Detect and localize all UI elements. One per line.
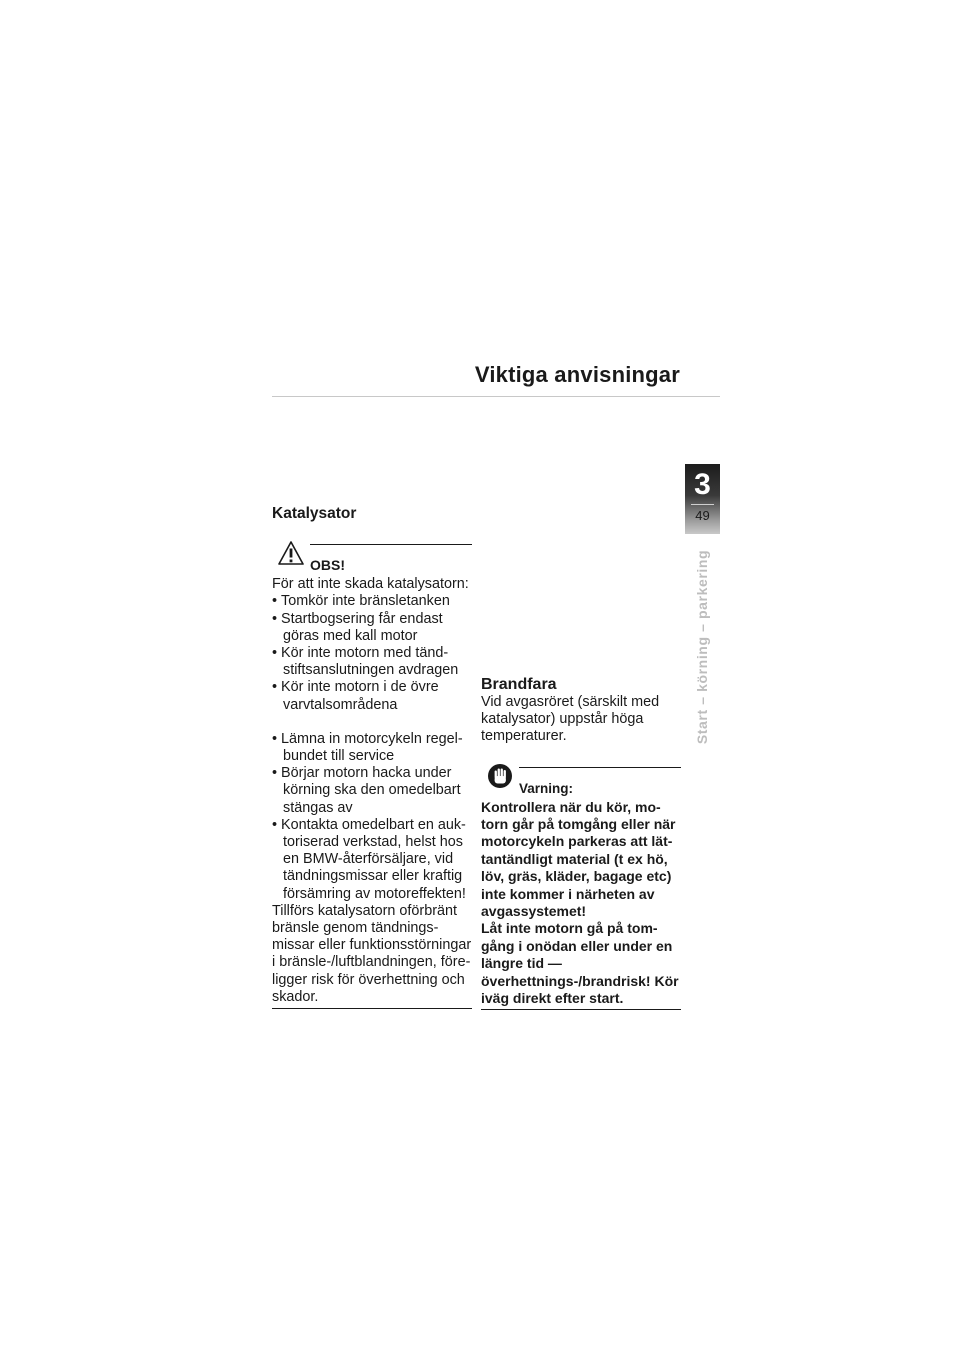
list-item: • Kontakta omedelbart en auk-toriserad verkstad, helst hos en BMW-återförsäljare, vid tändningsmissar eller kraftig försämring av motoreffekten! [272, 817, 472, 903]
catalyst-heading: Katalysator [272, 505, 357, 522]
fire-intro: Vid avgasröret (särskilt med katalysator) uppstår höga temperaturer. [481, 694, 660, 745]
catalyst-intro: För att inte skada katalysatorn: [272, 576, 469, 593]
section-end-rule [481, 1009, 681, 1010]
fire-warning-text: Kontrollera när du kör, mo-torn går på tomgång eller när motorcykeln parkeras att lät-tantändligt material (t ex hö, löv, gräs, kläder, bagage etc) inte kommer i närheten av avgassystemet! [481, 798, 676, 920]
list-item: • Börjar motorn hacka under körning ska den omedelbart stängas av [272, 765, 472, 817]
list-item: • Tomkör inte bränsletanken [272, 593, 472, 610]
warning-label: Varning: [519, 780, 574, 796]
warning-rule [519, 767, 681, 768]
catalyst-bullet-list-2 [272, 731, 472, 903]
chapter-tab [685, 464, 720, 534]
catalyst-notice-header [272, 540, 472, 576]
notice-rule [310, 544, 472, 545]
catalyst-section [272, 505, 472, 1009]
chapter-side-label-text: Start – körning – parkering [694, 549, 710, 745]
chapter-number: 3 [694, 468, 711, 501]
catalyst-bullet-list [272, 593, 472, 713]
catalyst-closing: Tillförs katalysatorn oförbränt bränsle genom tändnings-missar eller funktionsstörningar i bränsle-/luftblandningen, före-ligger risk för överhettning och skador. [272, 902, 472, 1005]
fire-section [481, 676, 681, 1010]
title-divider [272, 396, 720, 397]
stop-hand-icon [487, 763, 513, 794]
list-item: • Kör inte motorn i de övre varvtalsområdena [272, 679, 472, 713]
chapter-tab-divider [691, 504, 714, 505]
list-item: • Lämna in motorcykeln regel-bundet till service [272, 731, 472, 765]
section-end-rule [272, 1008, 472, 1009]
list-item: • Startbogsering får endast göras med kall motor [272, 611, 472, 645]
notice-label: OBS! [310, 557, 345, 574]
page-title: Viktiga anvisningar [474, 362, 680, 387]
fire-heading: Brandfara [481, 676, 557, 693]
fire-warning-text-2: Låt inte motorn gå på tom-gång i onödan eller under en längre tid —överhettnings-/brandrisk! Kör iväg direkt efter start. [481, 920, 679, 1007]
fire-warning-header [481, 763, 681, 799]
page-number: 49 [695, 508, 710, 523]
list-item: • Kör inte motorn med tänd-stiftsanslutningen avdragen [272, 645, 472, 679]
caution-icon [278, 540, 304, 571]
